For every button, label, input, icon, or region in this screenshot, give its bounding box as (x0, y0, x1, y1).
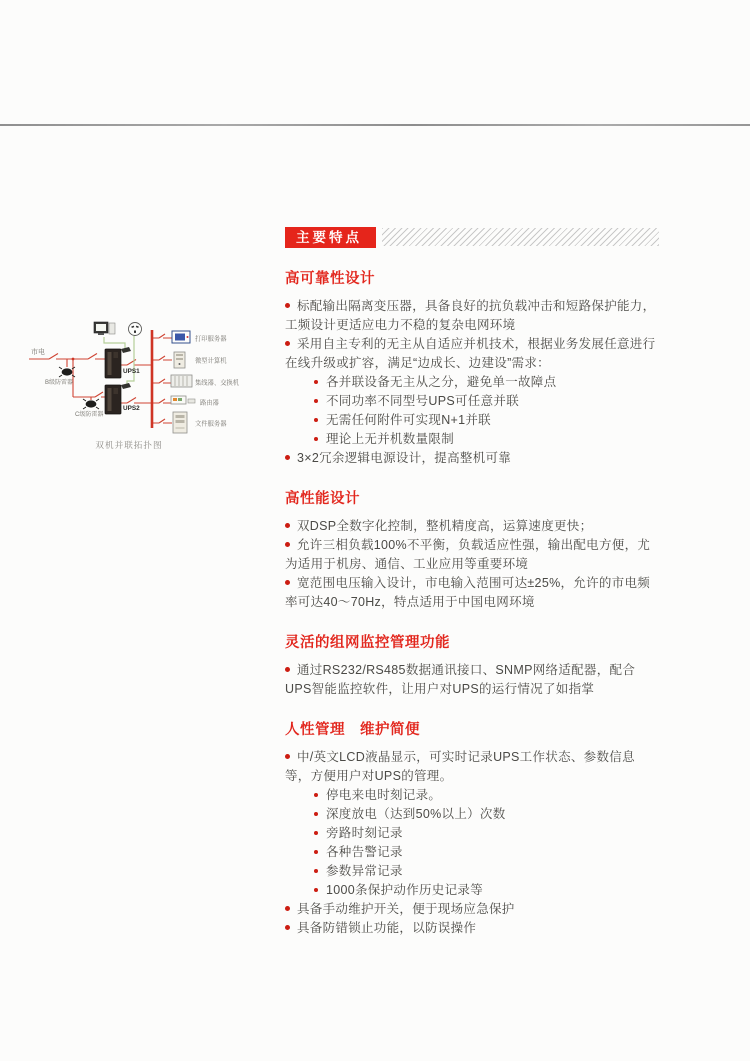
snmp-adapter-icon (121, 383, 131, 389)
feature-text: 不同功率不同型号UPS可任意并联 (326, 394, 520, 408)
feature-item (285, 373, 659, 392)
feature-text: 3×2冗余逻辑电源设计，提高整机可靠 (297, 451, 512, 465)
feature-list (285, 748, 659, 938)
bullet-icon (314, 850, 318, 854)
load-label-microcomputer: 微型计算机 (195, 357, 227, 365)
feature-text: 旁路时刻记录 (326, 826, 403, 840)
section-title: 灵活的组网监控管理功能 (285, 635, 450, 651)
bullet-icon (285, 303, 290, 308)
feature-item (285, 449, 659, 468)
section-easy-maintenance (285, 718, 659, 938)
bullet-icon (314, 380, 318, 384)
power-wiring (29, 334, 172, 423)
feature-item (285, 517, 659, 536)
bullet-icon (285, 667, 290, 672)
monitor-computer-icon (94, 322, 115, 335)
diagram-caption: 双机并联拓扑图 (95, 440, 163, 450)
bullet-icon (314, 418, 318, 422)
power-socket-icon (129, 323, 142, 336)
bullet-icon (314, 812, 318, 816)
feature-item (285, 786, 659, 805)
feature-item (285, 824, 659, 843)
feature-text: 各种告警记录 (326, 845, 403, 859)
bullet-icon (285, 542, 290, 547)
hub-switch-icon (171, 375, 192, 387)
feature-text: 标配输出隔离变压器，具备良好的抗负载冲击和短路保护能力，工频设计更适应电力不稳的复杂电网环境 (285, 299, 656, 332)
feature-item (285, 574, 659, 612)
bullet-icon (314, 869, 318, 873)
feature-list (285, 517, 659, 612)
file-server-icon (173, 412, 187, 433)
snmp-adapter-icon (121, 347, 131, 353)
feature-item (285, 536, 659, 574)
feature-item (285, 392, 659, 411)
feature-text: 宽范围电压输入设计，市电输入范围可达±25%，允许的市电频率可达40～70Hz，特点适用于中国电网环境 (285, 576, 651, 609)
feature-text: 具备手动维护开关，便于现场应急保护 (297, 902, 515, 916)
microcomputer-icon (174, 352, 185, 368)
feature-text: 参数异常记录 (326, 864, 403, 878)
feature-text: 允许三相负载100%不平衡，负载适应性强，输出配电方便，尤为适用于机房、通信、工业应用等重要环境 (285, 538, 651, 571)
hatch-decoration (382, 228, 659, 246)
protector-c-label: C级防雷器 (75, 412, 104, 418)
load-label-file-server: 文件服务器 (195, 420, 227, 428)
feature-text: 采用自主专利的无主从自适应并机技术，根据业务发展任意进行在线升级或扩容，满足“边成长、边建设”需求： (285, 337, 656, 370)
feature-item (285, 748, 659, 786)
feature-text: 中/英文LCD液晶显示，可实时记录UPS工作状态、参数信息等，方便用户对UPS的管理。 (285, 750, 635, 783)
feature-text: 理论上无并机数量限制 (326, 432, 455, 446)
topology-diagram (25, 315, 257, 457)
feature-item (285, 900, 659, 919)
surge-protector-c-icon (83, 399, 99, 409)
feature-item (285, 335, 659, 373)
bullet-icon (285, 906, 290, 911)
feature-item (285, 661, 659, 699)
feature-text: 具备防错锁止功能，以防误操作 (297, 921, 477, 935)
load-label-router: 路由器 (200, 399, 219, 407)
page-divider-line (0, 124, 750, 126)
feature-text: 通过RS232/RS485数据通讯接口、SNMP网络适配器，配合UPS智能监控软件，让用户对UPS的运行情况了如指掌 (285, 663, 636, 696)
section-high-performance (285, 487, 659, 612)
bullet-icon (285, 754, 290, 759)
section-title: 高可靠性设计 (285, 271, 375, 287)
section-title: 高性能设计 (285, 491, 360, 507)
feature-text: 各并联设备无主从之分，避免单一故障点 (326, 375, 557, 389)
feature-header-bar (285, 227, 659, 248)
feature-text: 深度放电（达到50%以上）次数 (326, 807, 506, 821)
feature-text: 双DSP全数字化控制，整机精度高，运算速度更快； (297, 519, 593, 533)
bullet-icon (314, 831, 318, 835)
bullet-icon (314, 437, 318, 441)
ups2-label: UPS2 (123, 405, 140, 412)
bullet-icon (285, 455, 290, 460)
router-icon (171, 396, 195, 404)
section-network-monitoring (285, 631, 659, 699)
feature-text: 1000条保护动作历史记录等 (326, 883, 484, 897)
ups1-icon (105, 349, 121, 378)
feature-item (285, 919, 659, 938)
print-server-icon (172, 331, 190, 343)
feature-item (285, 297, 659, 335)
feature-text: 无需任何附件可实现N+1并联 (326, 413, 491, 427)
load-label-hub-switch: 集线器、交换机 (195, 379, 240, 387)
mains-label: 市电 (31, 349, 45, 356)
bullet-icon (285, 341, 290, 346)
feature-item (285, 430, 659, 449)
feature-list (285, 297, 659, 468)
bullet-icon (314, 888, 318, 892)
feature-list (285, 661, 659, 699)
ups1-label: UPS1 (123, 368, 140, 375)
load-label-print-server: 打印服务器 (195, 335, 227, 343)
wire-junction (72, 358, 75, 361)
content-column (285, 227, 659, 938)
bullet-icon (314, 793, 318, 797)
section-high-reliability (285, 267, 659, 468)
feature-item (285, 881, 659, 900)
bullet-icon (314, 399, 318, 403)
protector-b-label: B级防雷器 (45, 380, 74, 386)
ups2-icon (105, 385, 121, 414)
feature-item (285, 843, 659, 862)
feature-item (285, 805, 659, 824)
feature-item (285, 862, 659, 881)
bullet-icon (285, 925, 290, 930)
feature-text: 停电来电时刻记录。 (326, 788, 442, 802)
feature-item (285, 411, 659, 430)
bullet-icon (285, 523, 290, 528)
feature-sections (285, 267, 659, 938)
feature-header-label: 主要特点 (285, 227, 376, 248)
bullet-icon (285, 580, 290, 585)
section-title: 人性管理 维护简便 (285, 722, 420, 738)
